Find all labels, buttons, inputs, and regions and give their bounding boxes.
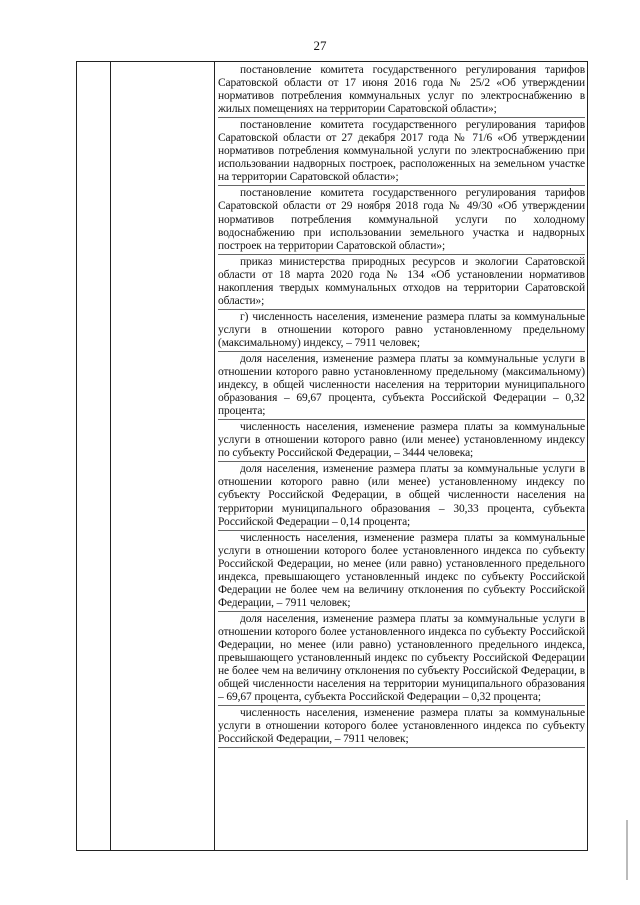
table-column-content bbox=[215, 62, 587, 850]
paragraph: численность населения, изменение размера платы за коммунальные услуги в отношении которого более установленного индекса по субъекту Российской Федерации, – 7911 человек; bbox=[218, 707, 585, 748]
paragraph: численность населения, изменение размера платы за коммунальные услуги в отношении которого более установленного индекса по субъекту Российской Федерации, но менее (или равно) установленного предельного индекса, превышающего установленный индекс по субъекту Российской Федерации не более чем на величину отклонения по субъекту Российской Федерации, – 7911 человек; bbox=[218, 532, 585, 612]
paragraph: постановление комитета государственного регулирования тарифов Саратовской области от 17 июня 2016 года № 25/2 «Об утверждении нормативов потребления коммунальных услуг по электроснабжению в жилых помещениях на территории Саратовской области»; bbox=[218, 64, 585, 118]
paragraph: доля населения, изменение размера платы за коммунальные услуги в отношении которого более установленного индекса по субъекту Российской Федерации, но менее (или равно) установленного предельного индекса, превышающего установленный индекс по субъекту Российской Федерации не более чем на величину отклонения по субъекту Российской Федерации, в общей численности населения на территории муниципального образования – 69,67 процента, субъекта Российской Федерации – 0,32 процента; bbox=[218, 613, 585, 706]
table-column-name bbox=[110, 62, 215, 850]
paragraph: доля населения, изменение размера платы за коммунальные услуги в отношении которого равно (или менее) установленному индексу по субъекту Российской Федерации, в общей численности населения на территории муниципального образования – 30,33 процента, субъекта Российской Федерации – 0,14 процента; bbox=[218, 463, 585, 530]
scan-artifact bbox=[626, 820, 628, 880]
paragraph: постановление комитета государственного регулирования тарифов Саратовской области от 27 декабря 2017 года № 71/6 «Об утверждении нормативов потребления коммунальной услуги по электроснабжению при использовании надворных построек, расположенных на земельном участке на территории Саратовской области»; bbox=[218, 119, 585, 186]
paragraph: доля населения, изменение размера платы за коммунальные услуги в отношении которого равно установленному предельному (максимальному) индексу, в общей численности населения на территории муниципального образования – 69,67 процента, субъекта Российской Федерации – 0,32 процента; bbox=[218, 353, 585, 420]
paragraph: приказ министерства природных ресурсов и экологии Саратовской области от 18 марта 2020 года № 134 «Об установлении нормативов накопления твердых коммунальных отходов на территории Саратовской области»; bbox=[218, 256, 585, 310]
table-column-number bbox=[77, 62, 111, 850]
paragraph: постановление комитета государственного регулирования тарифов Саратовской области от 29 ноября 2018 года № 49/30 «Об утверждении нормативов потребления коммунальной услуги по холодному водоснабжению при использовании земельного участка и надворных построек на территории Саратовской области»; bbox=[218, 187, 585, 254]
document-table bbox=[76, 61, 588, 851]
paragraph: численность населения, изменение размера платы за коммунальные услуги в отношении которого равно (или менее) установленному индексу по субъекту Российской Федерации, – 3444 человека; bbox=[218, 421, 585, 462]
page-number: 27 bbox=[313, 38, 327, 53]
paragraph: г) численность населения, изменение размера платы за коммунальные услуги в отношении которого равно установленному предельному (максимальному) индексу, – 7911 человек; bbox=[218, 311, 585, 352]
